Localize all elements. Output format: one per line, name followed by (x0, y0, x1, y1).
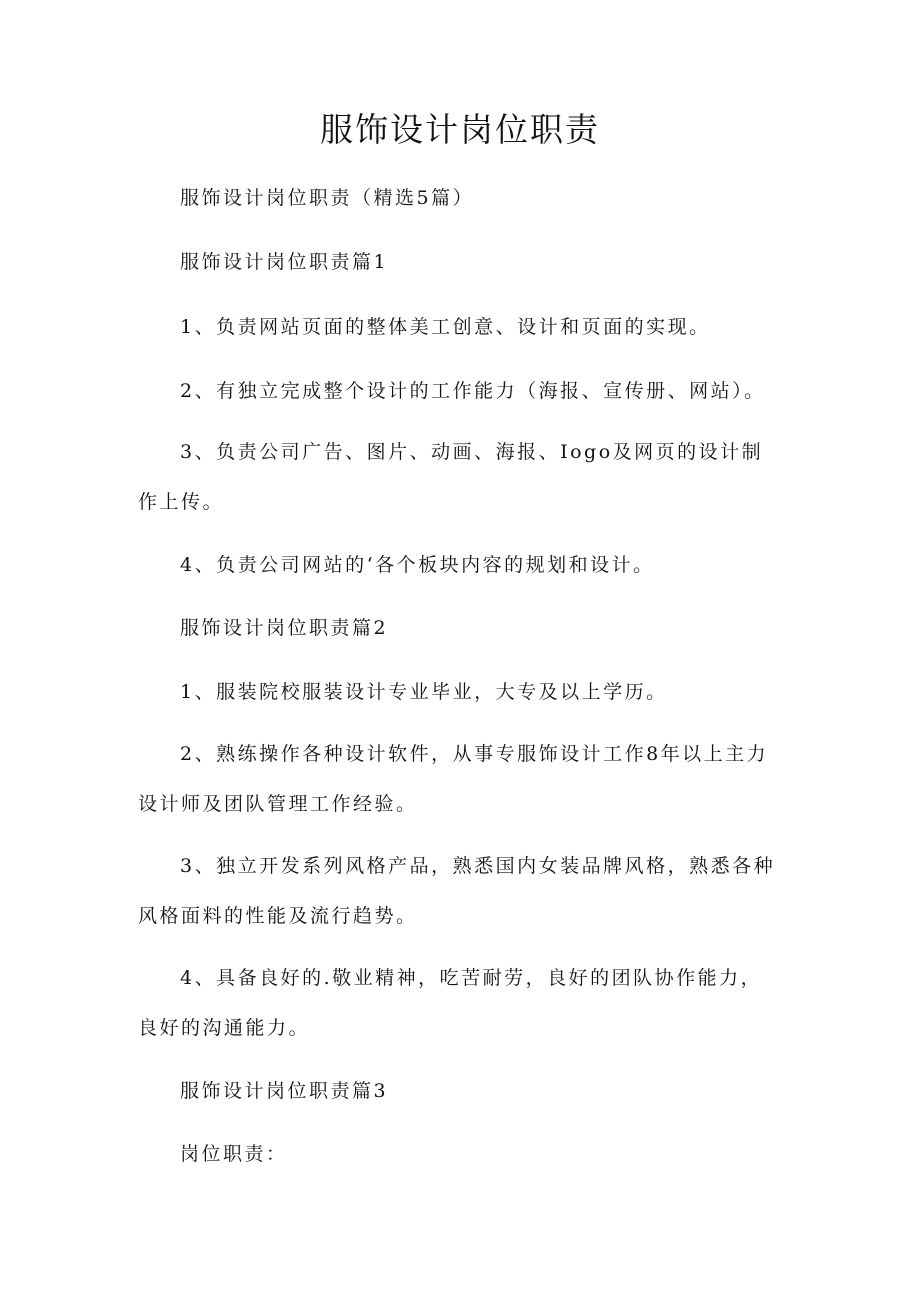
paragraph: 3、负责公司广告、图片、动画、海报、Iogo及网页的设计制作上传。 (138, 441, 764, 513)
paragraph: 岗位职责： (180, 1143, 288, 1165)
document-title: 服饰设计岗位职责 (320, 110, 600, 149)
paragraph: 1、负责网站页面的整体美工创意、设计和页面的实现。 (180, 316, 711, 338)
section-heading-1: 服饰设计岗位职责篇1 (180, 251, 389, 273)
paragraph: 2、有独立完成整个设计的工作能力（海报、宣传册、网站）。 (180, 380, 766, 402)
section-heading-2: 服饰设计岗位职责篇2 (180, 617, 389, 639)
paragraph: 4、负责公司网站的‘各个板块内容的规划和设计。 (180, 554, 655, 576)
section-heading-3: 服饰设计岗位职责篇3 (180, 1080, 389, 1102)
paragraph: 3、独立开发系列风格产品，熟悉国内女装品牌风格，熟悉各种风格面料的性能及流行趋势。 (138, 855, 776, 927)
paragraph: 2、熟练操作各种设计软件，从事专服饰设计工作8年以上主力设计师及团队管理工作经验。 (138, 743, 769, 815)
paragraph-intro: 服饰设计岗位职责（精选5篇） (180, 187, 475, 209)
paragraph: 1、服装院校服装设计专业毕业，大专及以上学历。 (180, 681, 668, 703)
paragraph: 4、具备良好的.敬业精神，吃苦耐劳，良好的团队协作能力，良好的沟通能力。 (138, 967, 763, 1039)
